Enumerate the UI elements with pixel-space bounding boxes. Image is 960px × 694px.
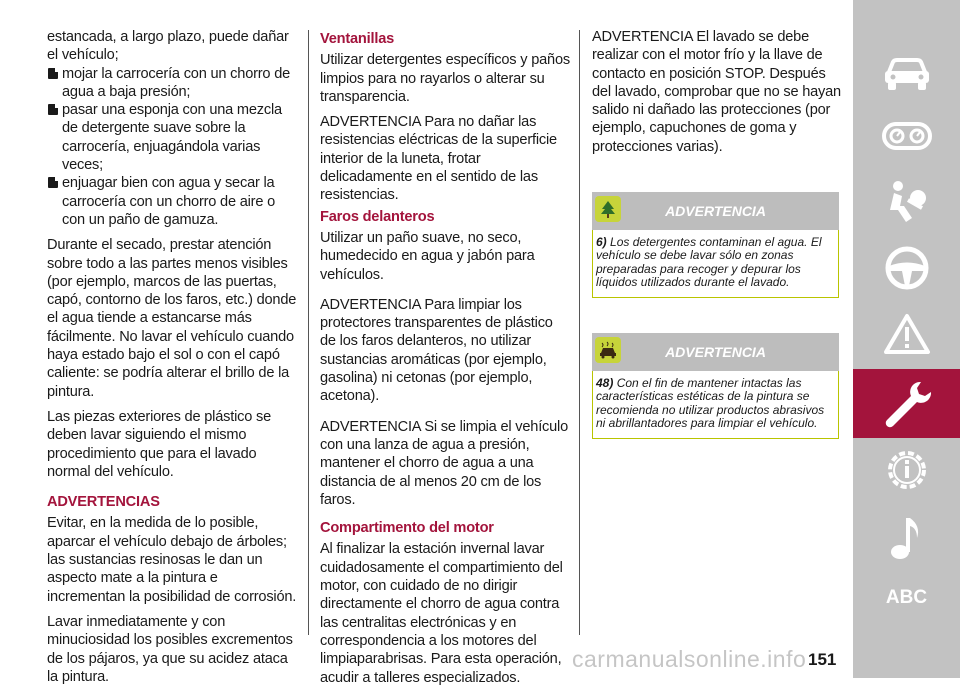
paragraph: ADVERTENCIA Para no dañar las resistencias eléctricas de la superficie interior de la luneta, frotar delicadamente en el sentido de las resistencias. <box>320 114 557 204</box>
warning-text: Los detergentes contaminan el agua. El vehículo se debe lavar sólo en zonas preparadas para recoger y depurar los líquidos utilizados durante el lavado. <box>596 235 822 290</box>
warning-triangle-icon[interactable] <box>853 304 960 364</box>
warning-box <box>592 333 839 439</box>
paragraph: Las piezas exteriores de plástico se deben lavar siguiendo el mismo procedimiento que para el lavado normal del vehículo. <box>47 408 271 480</box>
paragraph: Utilizar detergentes específicos y paños limpios para no rayarlos o alterar su transparencia. <box>320 52 570 105</box>
warning-body <box>592 230 839 298</box>
steering-wheel-icon[interactable] <box>853 238 960 298</box>
paragraph: ADVERTENCIA Si se limpia el vehículo con una lanza de agua a presión, mantener el chorro de agua a una distancia de al menos 20 cm de los faros. <box>320 418 569 508</box>
note-number: 6) <box>596 235 607 249</box>
paragraph: Al finalizar la estación invernal lavar cuidadosamente el compartimiento del motor, con cuidado de no dirigir directamente el chorro de agua contra las centralitas electrónicas y en correspondencia a los motores del limpiaparabrisas. Para esta operación, acudir a talleres especializados. <box>320 541 563 686</box>
warning-header <box>592 192 839 230</box>
section-heading: Compartimento del motor <box>320 520 494 537</box>
bullet-item: pasar una esponja con una mezcla de detergente suave sobre la carrocería, enjuagándola varias veces; <box>47 101 297 174</box>
warning-title: ADVERTENCIA <box>665 344 766 360</box>
section-heading: Ventanillas <box>320 31 395 47</box>
column-1 <box>47 28 297 693</box>
seat-airbag-icon[interactable] <box>853 172 960 230</box>
paragraph: Evitar, en la medida de lo posible, aparcar el vehículo debajo de árboles; las sustancias resinosas le dan un aspecto mate a la pintura e incrementan la posibilidad de corrosión. <box>47 515 297 605</box>
chapter-sidebar <box>853 0 960 678</box>
bullet-item: mojar la carrocería con un chorro de agua a baja presión; <box>47 65 297 102</box>
paragraph: estancada, a largo plazo, puede dañar el vehículo; <box>47 29 289 64</box>
gear-info-icon[interactable] <box>853 440 960 500</box>
warning-title: ADVERTENCIA <box>665 203 766 219</box>
wrench-icon[interactable] <box>853 369 960 438</box>
abc-label: ABC <box>885 587 928 608</box>
paragraph: Utilizar un paño suave, no seco, humedecido en agua y jabón para vehículos. <box>320 229 535 283</box>
music-note-icon[interactable] <box>853 508 960 568</box>
tree-icon <box>595 196 621 222</box>
paragraph: Lavar inmediatamente y con minuciosidad los posibles excrementos de los pájaros, ya que su acidez ataca la pintura. <box>47 613 293 685</box>
warning-text: Con el fin de mantener intactas las características estéticas de la pintura se recomienda no utilizar productos abrasivos ni abrillantadores para limpiar el vehículo. <box>596 376 825 431</box>
note-number: 48) <box>596 376 614 390</box>
warning-body <box>592 371 839 439</box>
column-2 <box>320 30 570 694</box>
column-divider <box>308 30 309 635</box>
warning-box <box>592 192 839 298</box>
section-heading: ADVERTENCIAS <box>47 494 160 511</box>
abc-icon[interactable] <box>853 578 960 618</box>
dashboard-gauges-icon[interactable] <box>853 108 960 164</box>
car-icon[interactable] <box>853 44 960 104</box>
watermark: carmanualsonline.info <box>572 646 807 672</box>
column-divider <box>579 30 580 635</box>
bullet-item: enjuagar bien con agua y secar la carrocería con un chorro de aire o con un paño de gamuza. <box>47 174 297 229</box>
page-number: 151 <box>808 650 837 669</box>
warning-header <box>592 333 839 371</box>
section-heading: Faros delanteros <box>320 208 435 225</box>
paragraph: ADVERTENCIA El lavado se debe realizar con el motor frío y la llave de contacto en posición STOP. Después del lavado, comprobar que no se hayan salido ni dañado las protecciones (por ejemplo, capuchones de goma y protecciones varias). <box>592 29 841 155</box>
car-wash-icon <box>595 337 621 363</box>
column-3 <box>592 28 842 163</box>
paragraph: ADVERTENCIA Para limpiar los protectores transparentes de plástico de los faros delanteros, no utilizar sustancias aromáticas (por ejemplo, gasolina) ni cetonas (por ejemplo, acetona). <box>320 296 553 405</box>
paragraph: Durante el secado, prestar atención sobre todo a las partes menos visibles (por ejemplo, marcos de las puertas, capó, contorno de los faros, etc.) donde el agua tiende a estancarse más fácilmente. No lavar el vehículo cuando haya estado bajo el sol o con el capó caliente: se podría alterar el brillo de la pintura. <box>47 237 297 400</box>
